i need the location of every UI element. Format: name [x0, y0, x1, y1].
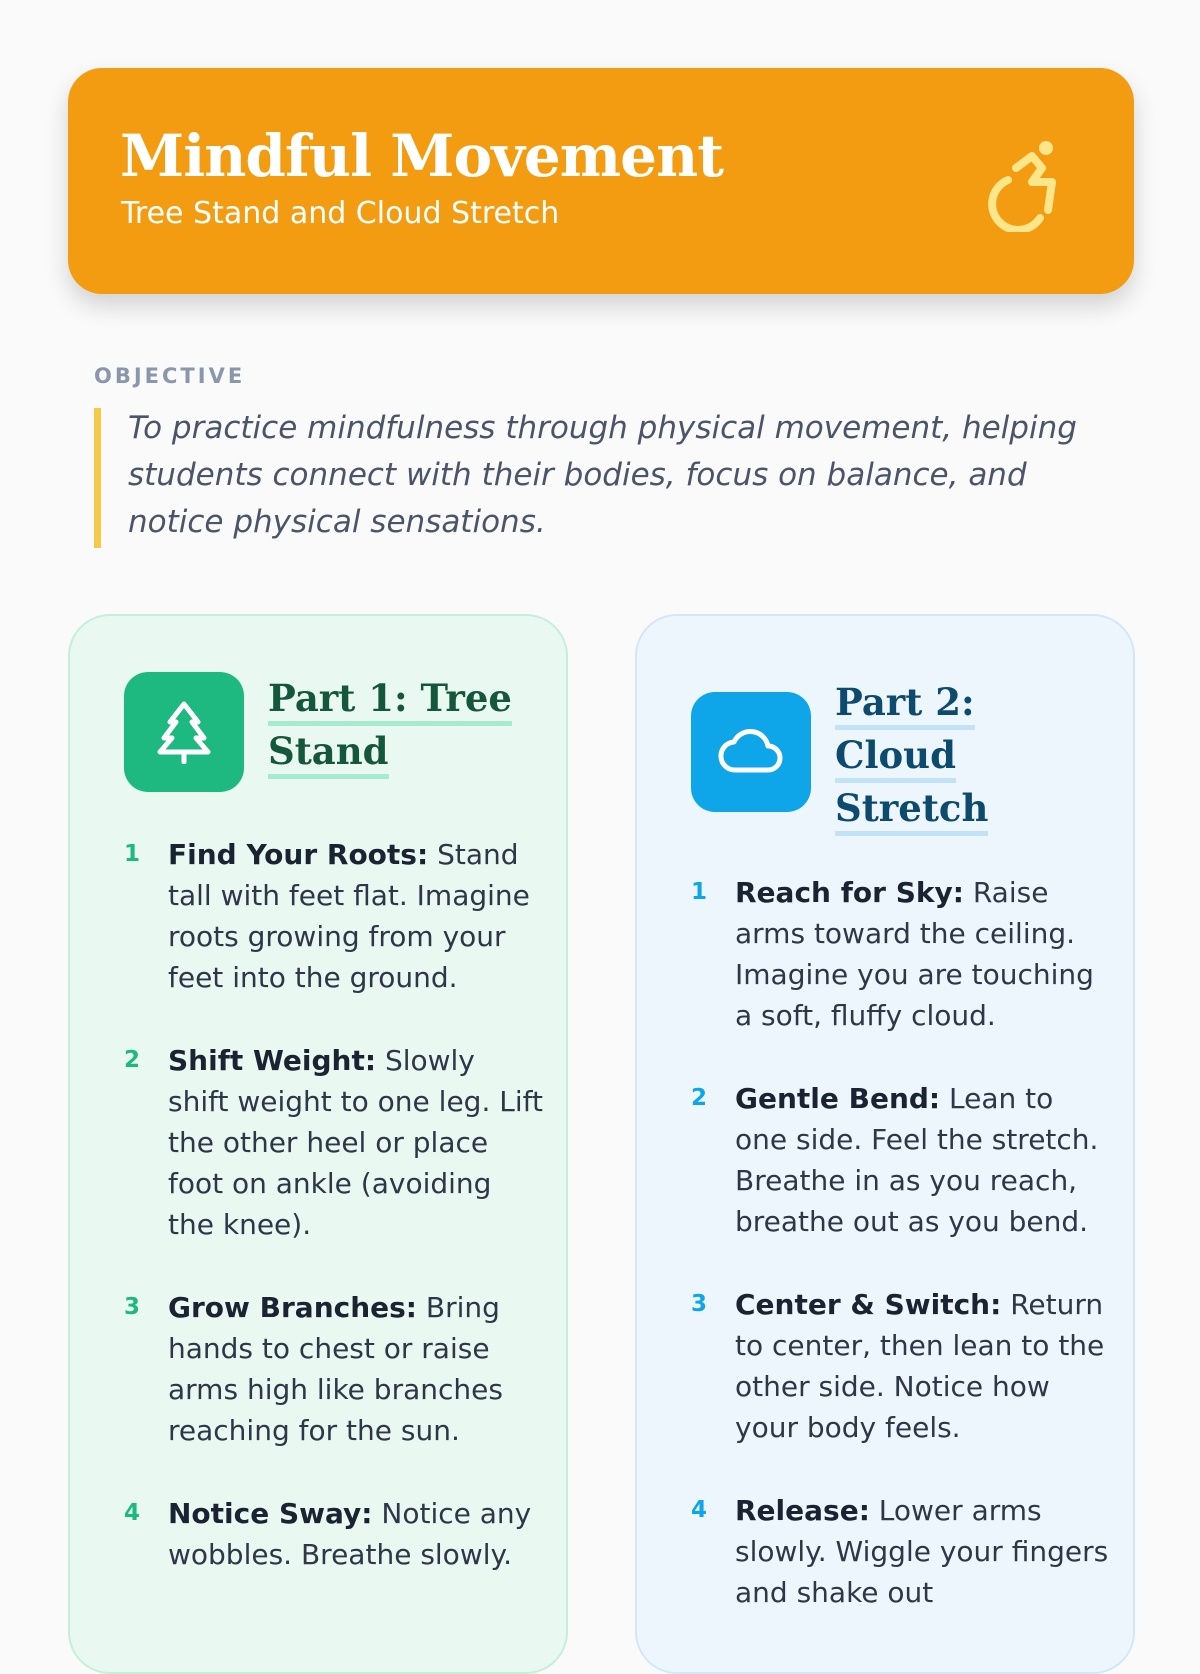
- part2-steps: [691, 872, 1111, 1655]
- list-item: [691, 872, 1111, 1036]
- step-text: Stand tall with feet flat. Imagine roots growing from your feet into the ground.: [168, 838, 530, 994]
- objective-label: OBJECTIVE: [94, 364, 246, 388]
- step-number: 4: [691, 1497, 708, 1523]
- step-title: Find Your Roots:: [168, 838, 429, 871]
- step-number: 2: [124, 1047, 141, 1073]
- list-item: [691, 1490, 1111, 1613]
- step-text: Bring hands to chest or raise arms high like branches reaching for the sun.: [168, 1291, 503, 1447]
- step-number: 2: [691, 1085, 708, 1111]
- step-number: 1: [124, 841, 141, 867]
- list-item: [124, 1493, 544, 1575]
- part1-card: [68, 614, 568, 1674]
- step-title: Release:: [735, 1494, 870, 1527]
- page-title: Mindful Movement: [120, 122, 724, 190]
- part2-card: [635, 614, 1135, 1674]
- step-title: Shift Weight:: [168, 1044, 377, 1077]
- step-title: Reach for Sky:: [735, 876, 964, 909]
- step-text: Lower arms slowly. Wiggle your fingers and shake out: [735, 1494, 1109, 1609]
- step-text: Slowly shift weight to one leg. Lift the other heel or place foot on ankle (avoiding the knee).: [168, 1044, 543, 1241]
- step-title: Center & Switch:: [735, 1288, 1002, 1321]
- part1-steps: [124, 834, 544, 1617]
- objective-text: To practice mindfulness through physical movement, helping students connect with their bodies, focus on balance, and notice physical sensations.: [128, 410, 1077, 540]
- step-text: Lean to one side. Feel the stretch. Breathe in as you reach, breathe out as you bend.: [735, 1082, 1099, 1238]
- tree-icon: [154, 700, 214, 764]
- step-text: Raise arms toward the ceiling. Imagine you are touching a soft, fluffy cloud.: [735, 876, 1094, 1032]
- list-item: [691, 1284, 1111, 1448]
- part2-title: Part 2: Cloud Stretch: [835, 676, 1085, 835]
- list-item: [124, 1287, 544, 1451]
- step-text: Notice any wobbles. Breathe slowly.: [168, 1497, 532, 1571]
- step-title: Gentle Bend:: [735, 1082, 941, 1115]
- cloud-icon-box: [691, 692, 811, 812]
- list-item: [124, 1040, 544, 1245]
- objective-accent-bar: [94, 408, 101, 548]
- cloud-icon: [718, 728, 784, 776]
- part1-title: Part 1: Tree Stand: [268, 672, 528, 778]
- step-title: Notice Sway:: [168, 1497, 373, 1530]
- step-text: Return to center, then lean to the other side. Notice how your body feels.: [735, 1288, 1105, 1444]
- step-number: 3: [691, 1291, 708, 1317]
- step-title: Grow Branches:: [168, 1291, 418, 1324]
- list-item: [124, 834, 544, 998]
- step-number: 4: [124, 1500, 141, 1526]
- step-number: 3: [124, 1294, 141, 1320]
- step-number: 1: [691, 879, 708, 905]
- tree-icon-box: [124, 672, 244, 792]
- accessibility-icon: [978, 134, 1078, 232]
- page-subtitle: Tree Stand and Cloud Stretch: [121, 196, 560, 231]
- header-banner: [68, 68, 1134, 294]
- list-item: [691, 1078, 1111, 1242]
